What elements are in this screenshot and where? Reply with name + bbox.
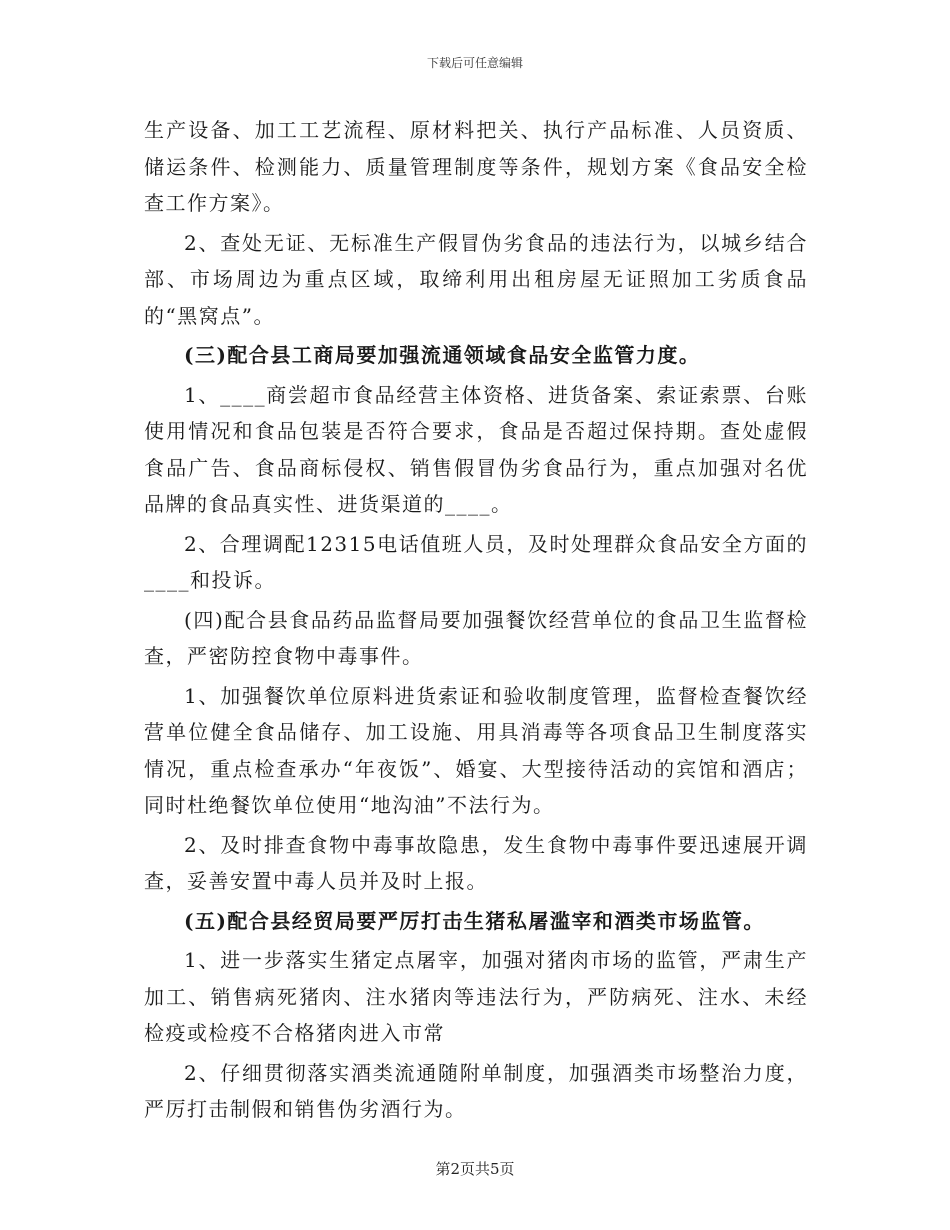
paragraph-5-2: 2、仔细贯彻落实酒类流通随附单制度，加强酒类市场整治力度，严厉打击制假和销售伪劣酒行为。: [144, 1060, 808, 1121]
paragraph-2: 2、查处无证、无标准生产假冒伪劣食品的违法行为，以城乡结合部、市场周边为重点区域，取缔利用出租房屋无证照加工劣质食品的“黑窝点”。: [144, 230, 808, 328]
page-number-footer: 第2页共5页: [435, 1160, 515, 1178]
section-heading-4: (四)配合县食品药品监督局要加强餐饮经营单位的食品卫生监督检查，严密防控食物中毒事件。: [144, 607, 808, 668]
paragraph-5-1: 1、进一步落实生猪定点屠宰，加强对猪肉市场的监管，严肃生产加工、销售病死猪肉、注水猪肉等违法行为，严防病死、注水、未经检疫或检疫不合格猪肉进入市常: [144, 948, 808, 1045]
paragraph-4-1: 1、加强餐饮单位原料进货索证和验收制度管理，监督检查餐饮经营单位健全食品储存、加工设施、用具消毒等各项食品卫生制度落实情况，重点检查承办“年夜饭”、婚宴、大型接待活动的宾馆和酒店；同时杜绝餐饮单位使用“地沟油”不法行为。: [144, 683, 808, 817]
paragraph-4-2: 2、及时排查食物中毒事故隐患，发生食物中毒事件要迅速展开调查，妥善安置中毒人员并及时上报。: [144, 832, 808, 893]
page-header-note: 下载后可任意编辑: [426, 56, 523, 70]
paragraph-3-1: 1、____商尝超市食品经营主体资格、进货备案、索证索票、台账使用情况和食品包装是否符合要求，食品是否超过保持期。查处虚假食品广告、食品商标侵权、销售假冒伪劣食品行为，重点加强对名优品牌的食品真实性、进货渠道的____。: [144, 382, 808, 516]
paragraph-1: 生产设备、加工工艺流程、原材料把关、执行产品标准、人员资质、储运条件、检测能力、质量管理制度等条件，规划方案《食品安全检查工作方案》。: [144, 118, 808, 215]
section-heading-5: (五)配合县经贸局要严厉打击生猪私屠滥宰和酒类市场监管。: [184, 908, 765, 933]
section-heading-3: (三)配合县工商局要加强流通领域食品安全监管力度。: [184, 343, 701, 367]
document-body: [144, 112, 808, 1128]
paragraph-3-2: 2、合理调配12315电话值班人员，及时处理群众食品安全方面的____和投诉。: [144, 531, 808, 592]
